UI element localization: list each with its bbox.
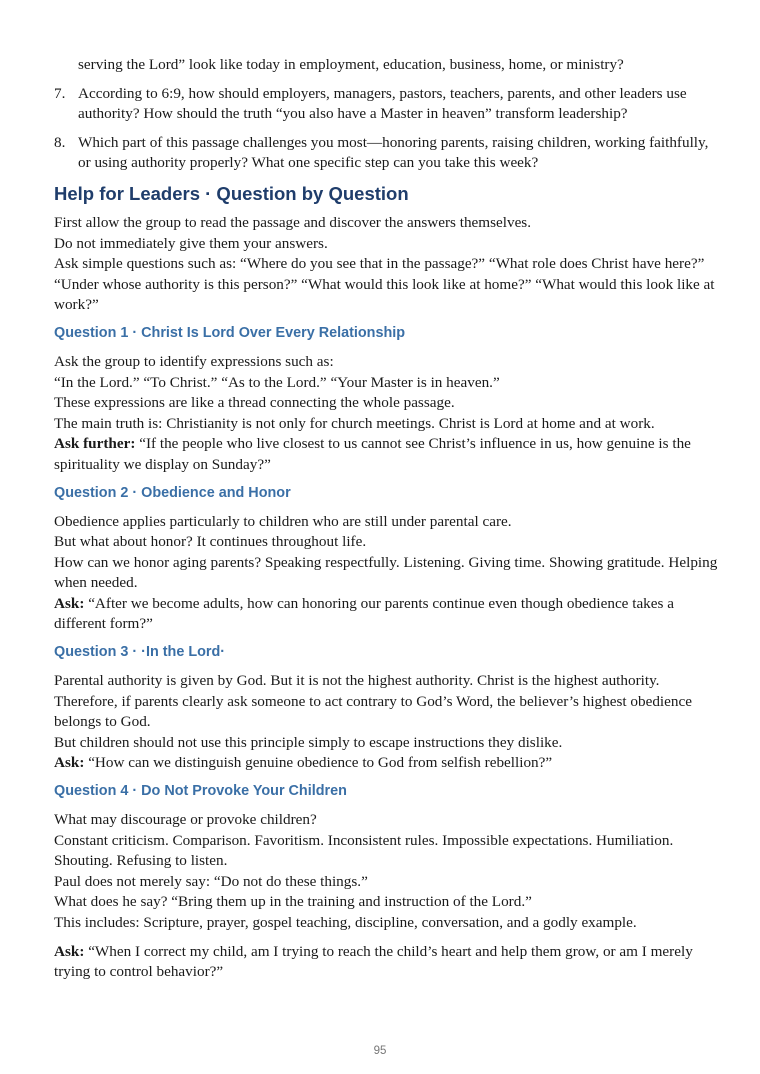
body-line: What may discourage or provoke children?	[54, 811, 317, 829]
body-line: But children should not use this principle simply to escape instructions they dislike.	[54, 733, 563, 751]
body-line: Obedience applies particularly to children who are still under parental care.	[54, 512, 512, 530]
question-3-block	[54, 671, 724, 774]
ask-text: “How can we distinguish genuine obedience to God from selfish rebellion?”	[84, 754, 553, 772]
question-number: 8.	[54, 133, 66, 151]
intro-line: Do not immediately give them your answers.	[54, 234, 328, 252]
body-line: How can we honor aging parents? Speaking respectfully. Listening. Giving time. Showing gratitude. Helping when needed.	[54, 553, 718, 592]
body-line: But what about honor? It continues throughout life.	[54, 533, 367, 551]
body-line: This includes: Scripture, prayer, gospel teaching, discipline, conversation, and a godly example.	[54, 914, 637, 931]
body-line: What does he say? “Bring them up in the training and instruction of the Lord.”	[54, 893, 532, 911]
ask-text: “If the people who live closest to us cannot see Christ’s influence in us, how genuine is the spirituality we display on Sunday?”	[54, 435, 691, 473]
continuation-paragraph: serving the Lord” look like today in employment, education, business, home, or ministry?	[78, 56, 624, 73]
question-2-heading: Question 2 · Obedience and Honor	[54, 484, 291, 501]
ask-label: Ask:	[54, 754, 85, 772]
question-1-block	[54, 352, 724, 476]
body-line: Ask the group to identify expressions such as:	[54, 352, 334, 370]
ask-label: Ask:	[54, 942, 85, 960]
body-line: Constant criticism. Comparison. Favoritism. Inconsistent rules. Impossible expectations. Humiliation. Shouting. Refusing to listen.	[54, 831, 674, 870]
question-text: According to 6:9, how should employers, managers, pastors, teachers, parents, and other leaders use authority? How should the truth “you also have a Master in heaven” transform leadership?	[78, 84, 687, 123]
ask-paragraph	[54, 594, 724, 635]
body-line: The main truth is: Christianity is not only for church meetings. Christ is Lord at home and at work.	[54, 414, 655, 432]
page-number: 95	[373, 1045, 387, 1057]
ask-paragraph	[54, 434, 724, 475]
ask-label: Ask:	[54, 594, 85, 612]
question-number: 7.	[54, 84, 66, 102]
question-1-heading: Question 1 · Christ Is Lord Over Every Relationship	[54, 324, 406, 341]
intro-line: Ask simple questions such as: “Where do you see that in the passage?” “What role does Christ have here?” “Under whose authority is this person?” “What would this look like at home?” “What would this look like at work?”	[54, 255, 715, 314]
question-3-heading: Question 3 · ·In the Lord·	[54, 644, 226, 661]
ask-paragraph	[54, 753, 724, 774]
body-line: Parental authority is given by God. But it is not the highest authority. Christ is the highest authority. Therefore, if parents clearly ask someone to act contrary to God’s Word, the believer’s highest obedience belongs to God.	[54, 672, 692, 731]
intro-block	[54, 213, 724, 316]
ask-text: “When I correct my child, am I trying to reach the child’s heart and help them grow, or am I merely trying to control behavior?”	[54, 942, 693, 981]
intro-line: First allow the group to read the passage and discover the answers themselves.	[54, 213, 532, 231]
section-title-help-for-leaders: Help for Leaders · Question by Question	[54, 182, 409, 204]
ask-text: “After we become adults, how can honoring our parents continue even though obedience takes a different form?”	[54, 594, 674, 633]
ask-paragraph	[54, 942, 724, 983]
question-item-8	[54, 133, 724, 174]
question-4-heading: Question 4 · Do Not Provoke Your Children	[54, 783, 347, 800]
body-line: “In the Lord.” “To Christ.” “As to the Lord.” “Your Master is in heaven.”	[54, 373, 500, 391]
question-4-block	[54, 810, 724, 983]
question-item-7	[54, 84, 724, 125]
body-line: Paul does not merely say: “Do not do these things.”	[54, 872, 368, 890]
page-content	[54, 55, 724, 983]
ask-label: Ask further:	[54, 435, 136, 453]
body-line: These expressions are like a thread connecting the whole passage.	[54, 394, 455, 412]
question-2-block	[54, 512, 724, 636]
question-text: Which part of this passage challenges you most—honoring parents, raising children, working faithfully, or using authority properly? What one specific step can you take this week?	[78, 133, 709, 172]
discussion-questions-list	[54, 84, 724, 174]
